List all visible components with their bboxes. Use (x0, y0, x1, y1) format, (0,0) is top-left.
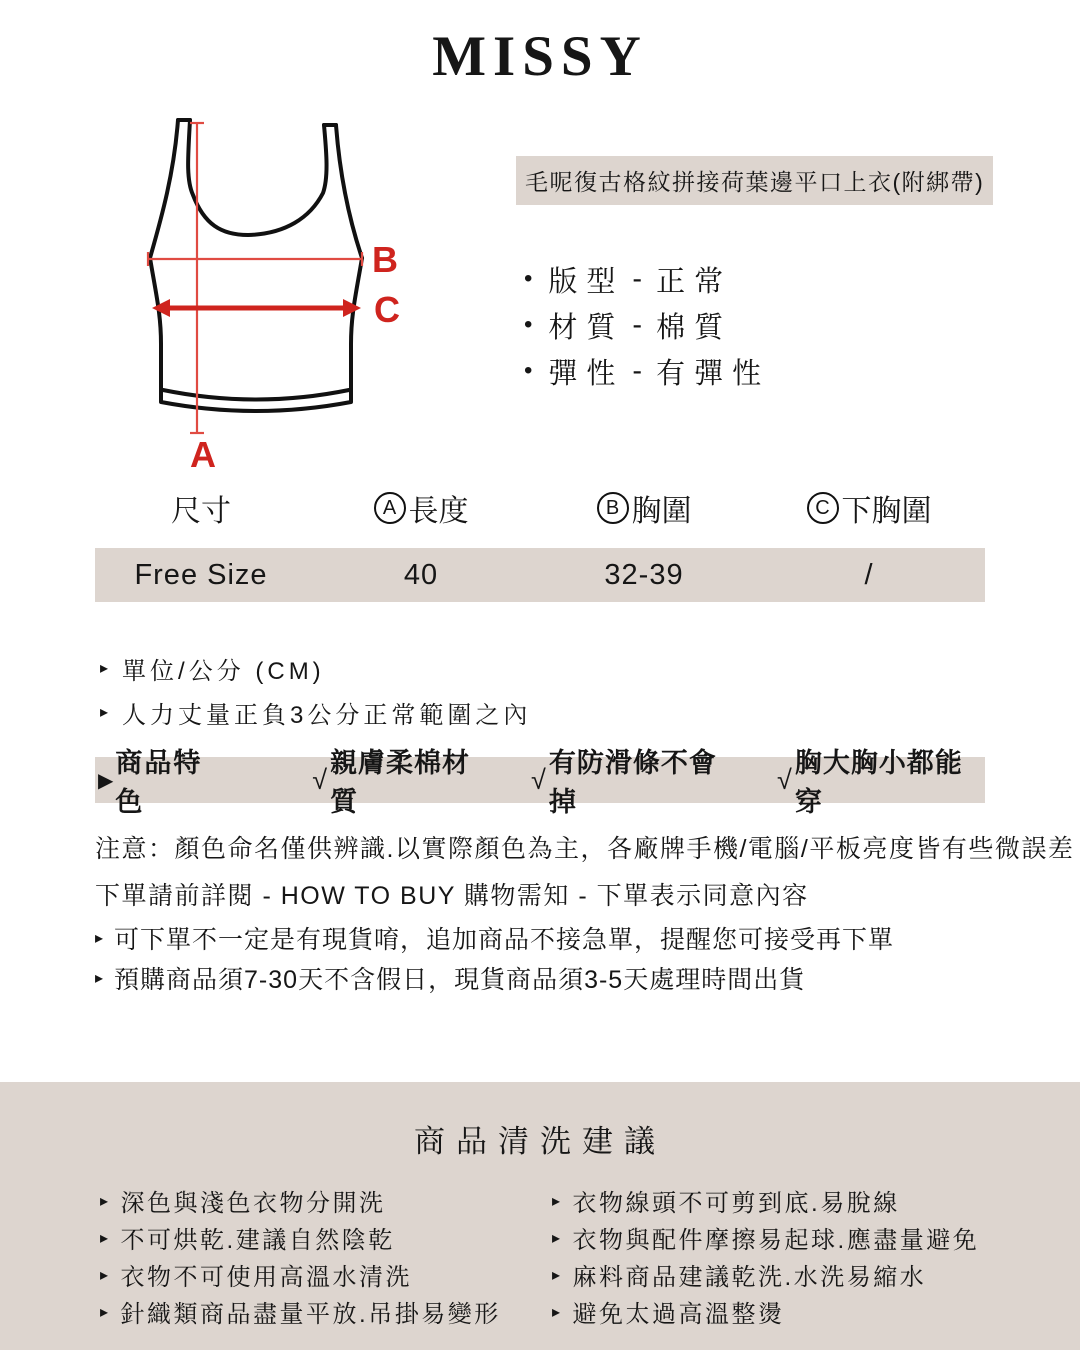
triangle-bullet-icon: ▸ (552, 1303, 563, 1321)
spec-material (524, 302, 770, 348)
washing-tips-left (100, 1182, 501, 1330)
brand-title: MISSY (432, 25, 648, 88)
triangle-bullet-icon: ▸ (552, 1229, 563, 1247)
header-label: 下胸圍 (841, 495, 932, 528)
order-note-text: 預購商品須7-30天不含假日，現貨商品須3-5天處理時間出貨 (114, 966, 806, 994)
washing-tip-text: 避免太過高溫整燙 (572, 1301, 785, 1328)
color-notice (95, 826, 1074, 920)
circled-b-icon: B (597, 492, 629, 524)
feature-text: 親膚柔棉材質 (330, 748, 471, 817)
washing-tip-text: 衣物線頭不可剪到底.易脫線 (572, 1190, 900, 1217)
measurement-lines (148, 123, 362, 433)
triangle-bullet-icon: ▸ (100, 1229, 111, 1247)
washing-tip-text: 衣物與配件摩擦易起球.應盡量避免 (572, 1227, 980, 1254)
header-underbust (753, 486, 985, 530)
washing-tip (100, 1182, 501, 1219)
label-b: B (372, 239, 398, 280)
cell-length: 40 (403, 558, 439, 591)
washing-title: 商品清洗建議 (414, 1124, 666, 1159)
feature-text: 有防滑條不會掉 (548, 748, 717, 817)
washing-tip (100, 1293, 501, 1330)
header-label: 長度 (408, 495, 469, 528)
features-label: 商品特色 (115, 748, 203, 817)
size-table-row (95, 548, 985, 602)
order-note (95, 918, 894, 958)
order-notes (95, 918, 894, 998)
circled-c-icon: C (807, 492, 839, 524)
header-label: 胸圍 (631, 495, 692, 528)
spec-fit (524, 256, 770, 302)
product-title: 毛呢復古格紋拼接荷葉邊平口上衣(附綁帶) (516, 156, 993, 205)
washing-tip (552, 1182, 979, 1219)
washing-tip-text: 深色與淺色衣物分開洗 (120, 1190, 386, 1217)
spec-value: 棉質 (656, 311, 733, 344)
header-length (307, 486, 535, 530)
feature-item (531, 741, 739, 819)
order-note-text: 可下單不一定是有現貨唷，追加商品不接急單，提醒您可接受再下單 (114, 926, 895, 954)
spec-value: 有彈性 (656, 357, 771, 390)
spec-dash: - (632, 262, 643, 295)
measure-notes (100, 646, 531, 734)
measurement-labels (190, 239, 400, 475)
order-note (95, 958, 894, 998)
spec-label: 材質 (548, 311, 625, 344)
feature-item (312, 741, 493, 819)
product-specs (524, 256, 770, 394)
washing-tip (100, 1256, 501, 1293)
measure-note (100, 690, 531, 734)
triangle-bullet-icon: ▸ (95, 930, 105, 947)
spec-dash: - (632, 308, 643, 341)
measure-note (100, 646, 531, 690)
washing-tip (100, 1219, 501, 1256)
washing-tip-text: 衣物不可使用高溫水清洗 (120, 1264, 413, 1291)
garment-measurement-diagram (100, 98, 460, 488)
triangle-bullet-icon: ▸ (100, 660, 113, 677)
triangle-bullet-icon: ▸ (552, 1192, 563, 1210)
washing-section (0, 1082, 1080, 1350)
measure-note-text: 人力丈量正負3公分正常範圍之內 (122, 701, 532, 729)
spec-value: 正常 (656, 265, 733, 298)
label-c: C (374, 289, 400, 330)
cell-bust: 32-39 (604, 558, 684, 591)
washing-tip (552, 1293, 979, 1330)
washing-tip-text: 針織類商品盡量平放.吊掛易變形 (120, 1301, 501, 1328)
washing-tip (552, 1256, 979, 1293)
check-icon: √ (312, 764, 329, 795)
triangle-bullet-icon: ▸ (100, 1266, 111, 1284)
washing-tip-text: 不可烘乾.建議自然陰乾 (120, 1227, 395, 1254)
bullet-dot-icon: • (524, 311, 533, 338)
feature-text: 胸大胸小都能穿 (794, 748, 963, 817)
product-features-bar (95, 748, 985, 817)
circled-a-icon: A (374, 492, 406, 524)
feature-item (777, 741, 985, 819)
washing-tip-text: 麻料商品建議乾洗.水洗易縮水 (572, 1264, 927, 1291)
bullet-dot-icon: • (524, 265, 533, 292)
triangle-bullet-icon: ▸ (100, 704, 113, 721)
tank-top-outline (150, 120, 362, 411)
measure-note-text: 單位/公分 (CM) (122, 657, 325, 685)
triangle-bullet-icon: ▸ (100, 1192, 111, 1210)
check-icon: √ (777, 764, 793, 795)
triangle-bullet-icon: ▸ (552, 1266, 563, 1284)
washing-tip (552, 1219, 979, 1256)
triangle-solid-icon: ▶ (98, 769, 114, 792)
check-icon: √ (531, 764, 547, 795)
header-label: 尺寸 (171, 495, 231, 528)
header-size (95, 486, 307, 530)
triangle-bullet-icon: ▸ (100, 1303, 111, 1321)
cell-size: Free Size (134, 558, 268, 591)
cell-underbust: / (864, 558, 874, 591)
underbust-arrow (152, 299, 361, 317)
bullet-dot-icon: • (524, 357, 533, 384)
spec-label: 彈性 (548, 357, 625, 390)
triangle-bullet-icon: ▸ (95, 970, 105, 987)
size-table-header (95, 486, 985, 530)
notice-line: 下單請前詳閱 - HOW TO BUY 購物需知 - 下單表示同意內容 (95, 882, 809, 910)
spec-label: 版型 (548, 265, 625, 298)
spec-dash: - (632, 354, 643, 387)
label-a: A (190, 434, 216, 475)
washing-tips-right (552, 1182, 979, 1330)
spec-elasticity (524, 348, 770, 394)
notice-line: 注意：顏色命名僅供辨識.以實際顏色為主，各廠牌手機/電腦/平板亮度皆有些微誤差 (95, 835, 1075, 863)
header-bust (535, 486, 753, 530)
